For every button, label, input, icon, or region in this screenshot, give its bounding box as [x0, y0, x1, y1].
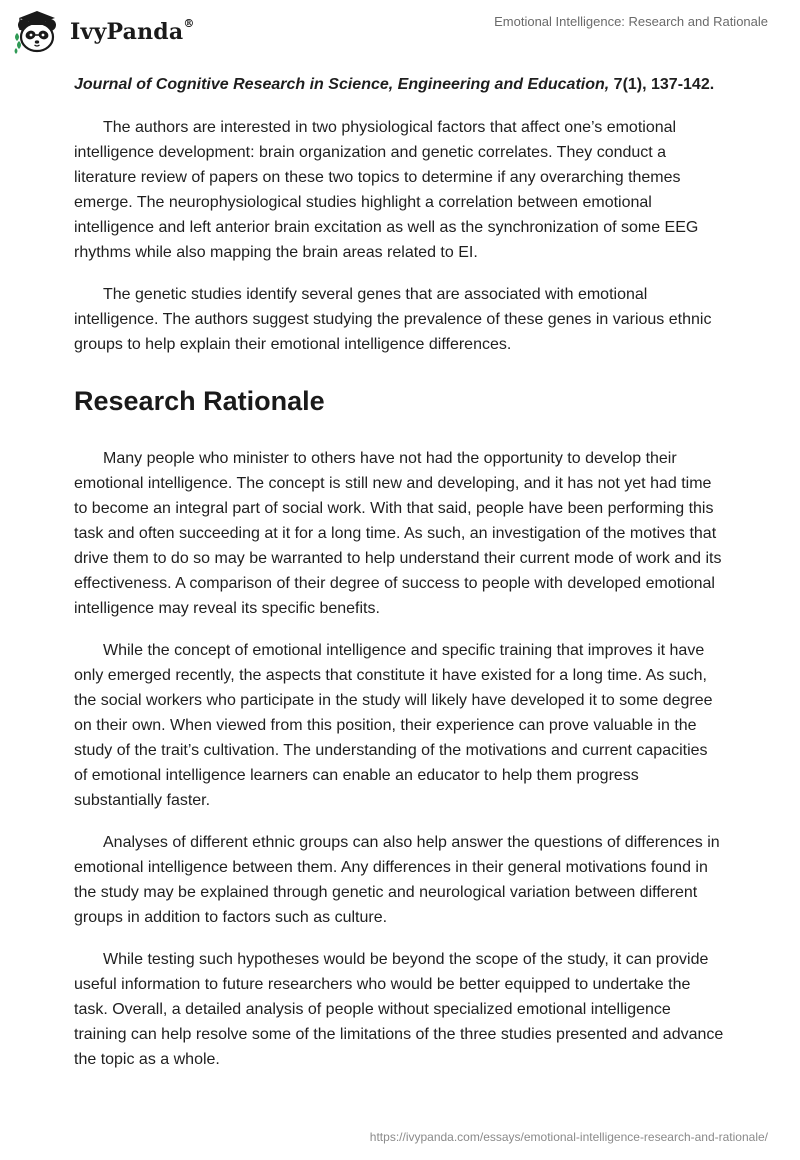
rationale-paragraph: Analyses of different ethnic groups can also help answer the questions of differences in emotional intelligence between them. Any differences in their general motivations found in the study may be explained through genetic and neurological variation between different groups in addition to factors such as culture. — [74, 834, 720, 926]
rationale-paragraph: Many people who minister to others have not had the opportunity to develop their emotional intelligence. The concept is still new and developing, and it has not yet had time to become an integral part of social work. With that said, people have been performing this task and often succeeding at it for a long time. As such, an investigation of the motives that drive them to do so may be warranted to help understand their current mode of work and its effectiveness. A comparison of their degree of success to people with developed emotional intelligence may reveal its specific benefits. — [74, 450, 722, 617]
section-heading: Research Rationale — [74, 386, 325, 416]
intro-paragraph: The genetic studies identify several genes that are associated with emotional intelligence. The authors suggest studying the prevalence of these genes in various ethnic groups to help explain their emotional intelligence differences. — [74, 286, 712, 353]
source-url-link[interactable]: https://ivypanda.com/essays/emotional-intelligence-research-and-rationale/ — [369, 1130, 768, 1144]
rationale-paragraph: While testing such hypotheses would be beyond the scope of the study, it can provide useful information to future researchers who would be better equipped to undertake the task. Overall, a detailed analysis of people without specialized emotional intelligence training can help resolve some of the limitations of the three studies presented and advance the topic as a whole. — [74, 951, 724, 1068]
document-title: Emotional Intelligence: Research and Rationale — [494, 14, 768, 29]
volume-pages: 7(1), 137-142. — [609, 76, 715, 93]
ivypanda-logo[interactable] — [12, 8, 195, 56]
intro-paragraph: The authors are interested in two physiological factors that affect one’s emotional intelligence development: brain organization and genetic correlates. They conduct a literature review of papers on these two topics to determine if any overarching themes emerge. The neurophysiological studies highlight a correlation between emotional intelligence and left anterior brain excitation as well as the synchronization of some EEG rhythms while also mapping the brain areas related to EI. — [74, 119, 699, 261]
panda-graduate-icon — [12, 8, 64, 56]
reference-citation — [74, 72, 724, 97]
rationale-paragraph: While the concept of emotional intelligence and specific training that improves it have only emerged recently, the aspects that constitute it have existed for a long time. As such, the social workers who participate in the study will likely have developed it to some degree on their own. When viewed from this position, their experience can prove valuable in the study of the trait’s cultivation. The understanding of the motivations and current capacities of emotional intelligence learners can enable an educator to help them progress substantially faster. — [74, 642, 713, 809]
article-body — [74, 72, 724, 1089]
journal-name: Journal of Cognitive Research in Science, Engineering and Education, — [74, 76, 610, 93]
page-header — [0, 0, 800, 60]
registered-mark: ® — [183, 17, 195, 30]
brand-name: IvyPanda® — [70, 17, 195, 45]
